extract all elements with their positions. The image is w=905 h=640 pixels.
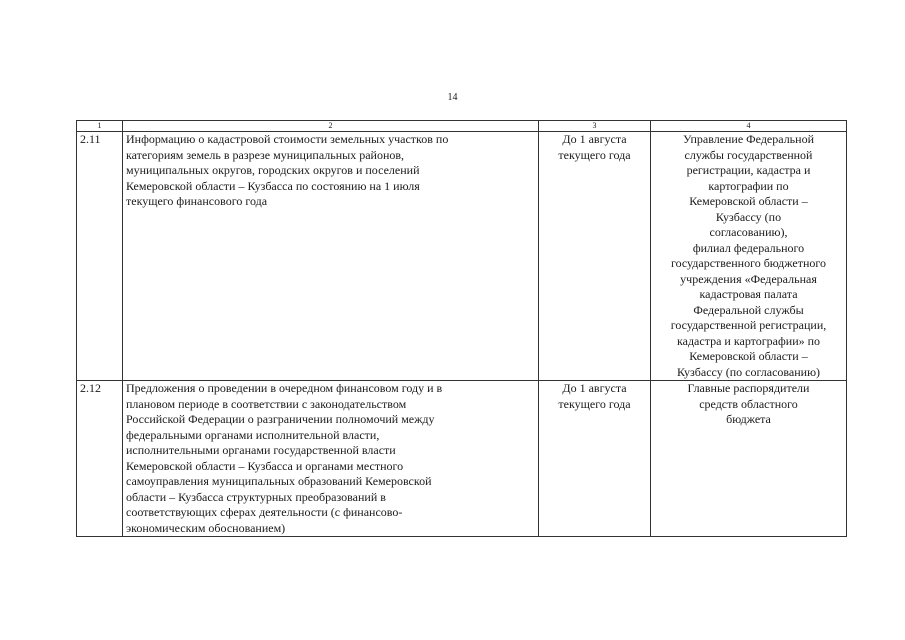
description-line: текущего финансового года — [126, 194, 268, 208]
responsible-line: бюджета — [726, 412, 771, 426]
responsible-line: кадастра и картографии» по — [676, 333, 821, 348]
responsible-line: согласованию), — [709, 225, 788, 239]
header-col-2: 2 — [123, 121, 539, 132]
description-line: категориям земель в разрезе муниципальных районов, — [126, 147, 405, 162]
description-line: плановом периоде в соответствии с законодательством — [126, 396, 407, 411]
responsible-line: государственного бюджетного — [670, 256, 827, 270]
description-line: муниципальных округов, городских округов и поселений — [126, 163, 420, 177]
row-description — [123, 132, 539, 381]
row-number: 2.12 — [77, 381, 123, 537]
deadline-line: текущего года — [558, 147, 631, 162]
description-line: Кемеровской области – Кузбасса и органами местного — [126, 458, 404, 473]
responsible-line: учреждения «Федеральная — [680, 271, 817, 286]
responsible-line: Главные распорядители — [687, 381, 810, 395]
description-line: соответствующих сферах деятельности (с финансово- — [126, 505, 403, 519]
header-col-1: 1 — [77, 121, 123, 132]
row-description — [123, 381, 539, 537]
responsible-line: филиал федерального — [692, 240, 805, 255]
responsible-line: регистрации, кадастра и — [686, 163, 811, 177]
header-col-4: 4 — [651, 121, 847, 132]
row-deadline — [539, 381, 651, 537]
description-line: исполнительными органами государственной власти — [126, 443, 396, 457]
responsible-line: кадастровая палата — [699, 287, 798, 301]
responsible-line: Федеральной службы — [693, 302, 804, 317]
description-line: самоуправления муниципальных образований Кемеровской — [126, 474, 432, 488]
deadline-line: текущего года — [558, 396, 631, 411]
responsible-line: Управление Федеральной — [683, 132, 814, 146]
responsible-line: Кузбассу (по — [715, 209, 782, 224]
row-deadline — [539, 132, 651, 381]
table-row — [77, 381, 847, 537]
description-line: экономическим обоснованием) — [126, 520, 286, 535]
responsible-line: Кемеровской области – — [689, 349, 808, 363]
deadline-line: До 1 августа — [562, 132, 627, 146]
responsible-line: службы государственной — [684, 147, 813, 162]
table-row — [77, 132, 847, 381]
document-table — [76, 120, 847, 537]
responsible-line: средств областного — [699, 396, 798, 411]
table-header-row — [77, 121, 847, 132]
responsible-line: картографии по — [708, 178, 789, 193]
responsible-line: Кемеровской области – — [689, 194, 808, 208]
row-number: 2.11 — [77, 132, 123, 381]
description-line: области – Кузбасса структурных преобразований в — [126, 489, 386, 504]
description-line: Кемеровской области – Кузбасса по состоянию на 1 июля — [126, 178, 420, 193]
description-line: федеральными органами исполнительной власти, — [126, 427, 380, 442]
row-responsible — [651, 132, 847, 381]
responsible-line: государственной регистрации, — [670, 318, 827, 332]
description-line: Российской Федерации о разграничении полномочий между — [126, 412, 435, 426]
description-line: Информацию о кадастровой стоимости земельных участков по — [126, 132, 449, 146]
row-responsible — [651, 381, 847, 537]
deadline-line: До 1 августа — [562, 381, 627, 395]
responsible-line: Кузбассу (по согласованию) — [676, 364, 821, 379]
description-line: Предложения о проведении в очередном финансовом году и в — [126, 381, 443, 395]
header-col-3: 3 — [539, 121, 651, 132]
page-number: 14 — [447, 92, 458, 103]
